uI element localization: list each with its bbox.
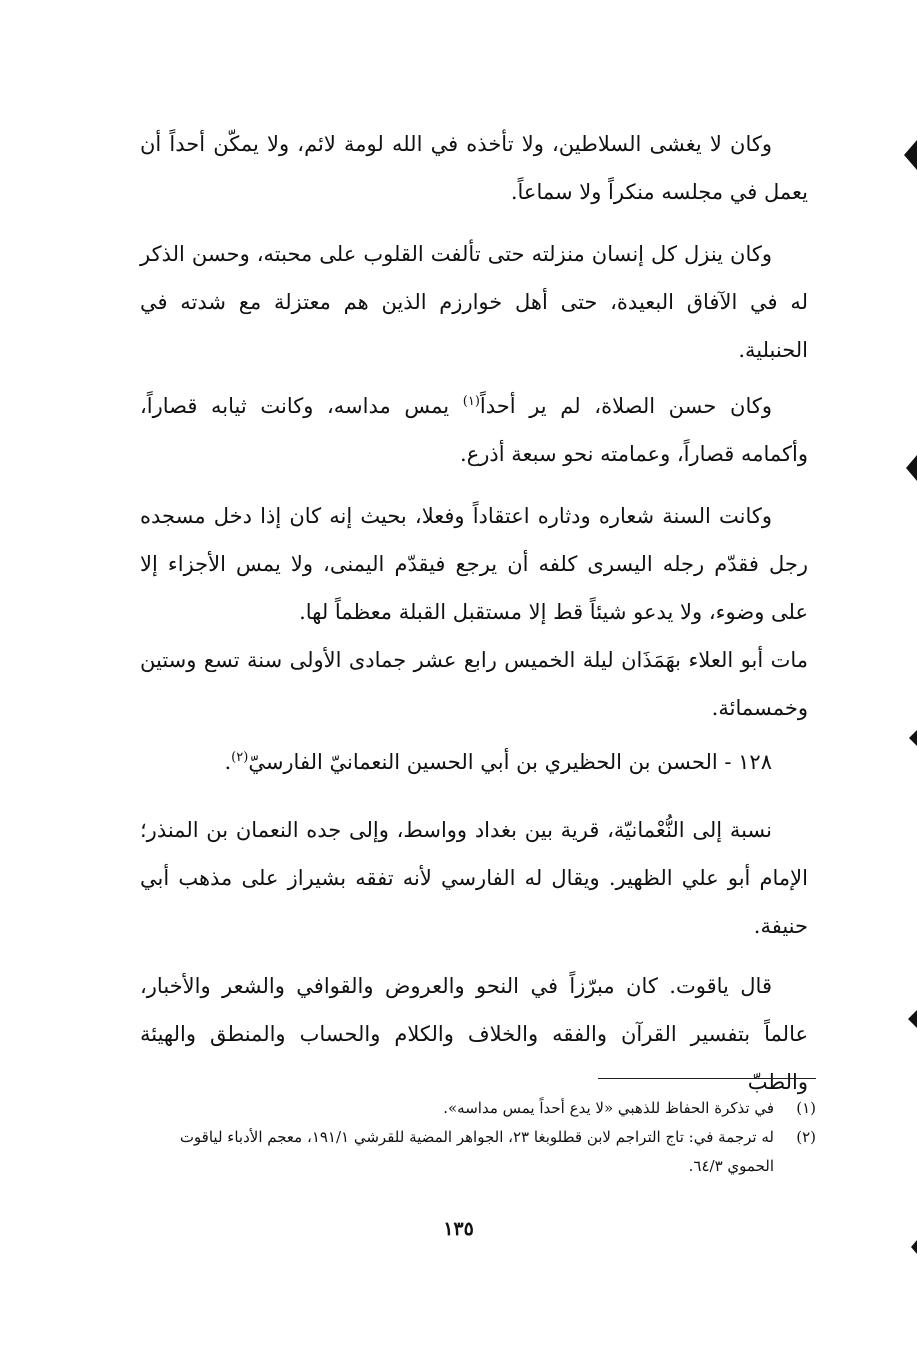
binding-hole-mark <box>907 730 917 746</box>
paragraph-text: وكان لا يغشى السلاطين، ولا تأخذه في الله لومة لائم، ولا يمكّن أحداً أن يعمل في مجلسه منكراً ولا سماعاً. <box>140 132 808 204</box>
footnote-reference: (٢) <box>231 750 249 765</box>
footnote-reference: (١) <box>462 394 480 409</box>
entry-heading <box>140 738 808 786</box>
footnote-item <box>140 1123 816 1181</box>
footnote-item <box>140 1094 816 1123</box>
paragraph-text <box>140 382 808 478</box>
paragraph-1 <box>140 120 808 216</box>
paragraph-3 <box>140 382 808 478</box>
footnote-number: (٢) <box>796 1128 816 1146</box>
paragraph-7 <box>140 962 808 1106</box>
binding-hole-mark <box>909 1240 917 1254</box>
entry-heading-end: . <box>224 750 232 774</box>
footnote-text: في تذكرة الحفاظ للذهبي «لا يدع أحداً يمس مداسه». <box>443 1099 774 1117</box>
paragraph-4 <box>140 492 808 732</box>
paragraph-text: وكان ينزل كل إنسان منزلته حتى تألفت القلوب على محبته، وحسن الذكر له في الآفاق البعيدة، حتى أهل خوارزم الذين هم معتزلة مع شدته في الحنبلية. <box>140 242 808 362</box>
paragraph-text: نسبة إلى النُّعْمانيّة، قرية بين بغداد وواسط، وإلى جده النعمان بن المنذر؛ الإمام أبو علي الظهير. ويقال له الفارسي لأنه تفقه بشيراز على مذهب أبي حنيفة. <box>140 818 808 938</box>
footnote-text: له ترجمة في: تاج التراجم لابن قطلوبغا ٢٣، الجواهر المضية للقرشي ١٩١/١، معجم الأدباء لياقوت الحموي ٦٤/٣. <box>179 1128 774 1175</box>
footnote-divider <box>598 1078 816 1079</box>
paragraph-text: وكانت السنة شعاره ودثاره اعتقاداً وفعلا، بحيث إنه كان إذا دخل مسجده رجل فقدّم رجله اليسرى كلفه أن يرجع فيقدّم اليمنى، ولا يمس الأجزاء إلا على وضوء، ولا يدعو شيئاً قط إلا مستقبل القبلة معظماً لها. <box>140 504 808 624</box>
entry-heading-text: ١٢٨ - الحسن بن الحظيري بن أبي الحسين النعمانيّ الفارسيّ <box>248 750 772 774</box>
paragraph-2 <box>140 230 808 374</box>
paragraph-6 <box>140 806 808 950</box>
binding-hole-mark <box>906 1010 917 1028</box>
paragraph-text: مات أبو العلاء بهَمَذَان ليلة الخميس رابع عشر جمادى الأولى سنة تسع وستين وخمسمائة. <box>140 648 808 720</box>
binding-hole-mark <box>903 455 917 481</box>
paragraph-text-part: يمس مداسه، وكانت ثيابه قصاراً، وأكمامه قصاراً، وعمامته نحو سبعة أذرع. <box>140 394 808 466</box>
footnote-number: (١) <box>796 1099 816 1117</box>
binding-hole-mark <box>900 140 917 170</box>
page-number: ١٣٥ <box>443 1218 474 1240</box>
footnotes <box>140 1094 816 1181</box>
paragraph-text: قال ياقوت. كان مبرّزاً في النحو والعروض والقوافي والشعر والأخبار، عالماً بتفسير القرآن والفقه والخلاف والكلام والحساب والمنطق والهيئة والطبّ <box>140 974 808 1094</box>
paragraph-text-part: وكان حسن الصلاة، لم ير أحداً <box>479 394 772 418</box>
